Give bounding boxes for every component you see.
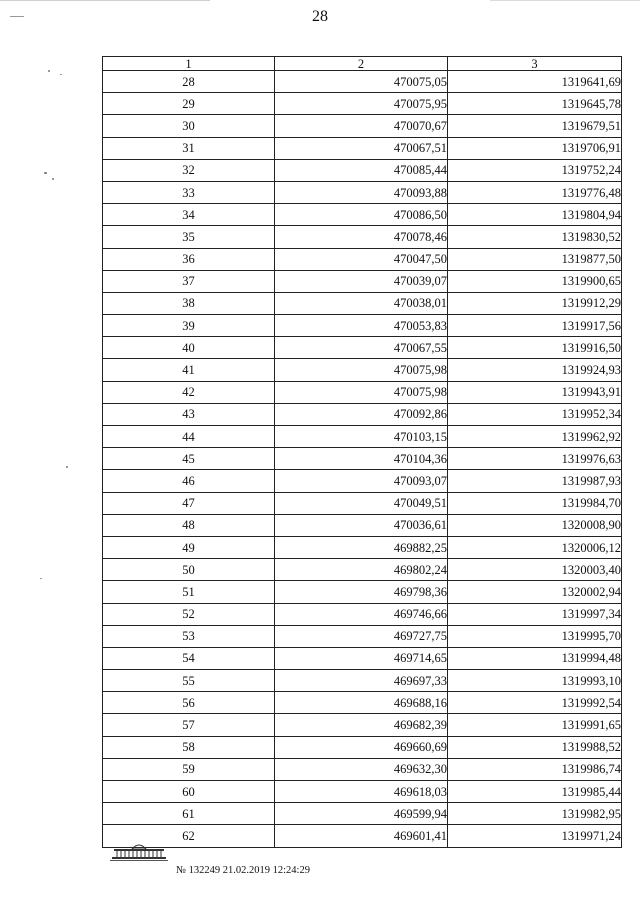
- x-coordinate-cell: 469682,39: [275, 714, 448, 736]
- point-number-cell: 29: [103, 93, 275, 115]
- y-coordinate-cell: 1319900,65: [448, 270, 622, 292]
- table-row: [103, 647, 622, 669]
- table-row: [103, 736, 622, 758]
- x-coordinate-cell: 469632,30: [275, 758, 448, 780]
- y-coordinate-cell: 1319752,24: [448, 159, 622, 181]
- x-coordinate-cell: 470103,15: [275, 426, 448, 448]
- y-coordinate-cell: 1319641,69: [448, 71, 622, 93]
- point-number-cell: 35: [103, 226, 275, 248]
- point-number-cell: 58: [103, 736, 275, 758]
- point-number-cell: 60: [103, 781, 275, 803]
- table-row: [103, 426, 622, 448]
- point-number-cell: 43: [103, 403, 275, 425]
- y-coordinate-cell: 1319962,92: [448, 426, 622, 448]
- x-coordinate-cell: 470038,01: [275, 292, 448, 314]
- scan-speck: [44, 172, 47, 174]
- y-coordinate-cell: 1319985,44: [448, 781, 622, 803]
- scan-speck: [40, 578, 42, 579]
- y-coordinate-cell: 1319994,48: [448, 647, 622, 669]
- x-coordinate-cell: 470070,67: [275, 115, 448, 137]
- point-number-cell: 39: [103, 315, 275, 337]
- x-coordinate-cell: 470075,98: [275, 359, 448, 381]
- point-number-cell: 56: [103, 692, 275, 714]
- y-coordinate-cell: 1319804,94: [448, 204, 622, 226]
- point-number-cell: 28: [103, 71, 275, 93]
- y-coordinate-cell: 1319952,34: [448, 403, 622, 425]
- column-header-point: 1: [103, 57, 275, 71]
- table-row: [103, 337, 622, 359]
- point-number-cell: 36: [103, 248, 275, 270]
- y-coordinate-cell: 1320006,12: [448, 536, 622, 558]
- x-coordinate-cell: 470039,07: [275, 270, 448, 292]
- point-number-cell: 62: [103, 825, 275, 847]
- point-number-cell: 42: [103, 381, 275, 403]
- y-coordinate-cell: 1319706,91: [448, 137, 622, 159]
- y-coordinate-cell: 1319877,50: [448, 248, 622, 270]
- table-row: [103, 315, 622, 337]
- point-number-cell: 46: [103, 470, 275, 492]
- table-row: [103, 492, 622, 514]
- x-coordinate-cell: 470067,55: [275, 337, 448, 359]
- x-coordinate-cell: 470104,36: [275, 448, 448, 470]
- table-row: [103, 559, 622, 581]
- x-coordinate-cell: 470092,86: [275, 403, 448, 425]
- table-row: [103, 625, 622, 647]
- point-number-cell: 30: [103, 115, 275, 137]
- x-coordinate-cell: 469697,33: [275, 670, 448, 692]
- coordinates-table: [102, 56, 622, 848]
- point-number-cell: 61: [103, 803, 275, 825]
- point-number-cell: 50: [103, 559, 275, 581]
- scan-speck: [48, 70, 50, 72]
- y-coordinate-cell: 1319776,48: [448, 181, 622, 203]
- point-number-cell: 44: [103, 426, 275, 448]
- y-coordinate-cell: 1319993,10: [448, 670, 622, 692]
- point-number-cell: 49: [103, 536, 275, 558]
- table-row: [103, 71, 622, 93]
- x-coordinate-cell: 469882,25: [275, 536, 448, 558]
- scan-speck: [66, 466, 68, 468]
- y-coordinate-cell: 1319645,78: [448, 93, 622, 115]
- registration-stamp-text: № 132249 21.02.2019 12:24:29: [176, 865, 310, 876]
- point-number-cell: 32: [103, 159, 275, 181]
- table-header-row: [103, 57, 622, 71]
- x-coordinate-cell: 470047,50: [275, 248, 448, 270]
- x-coordinate-cell: 470075,05: [275, 71, 448, 93]
- x-coordinate-cell: 470085,44: [275, 159, 448, 181]
- scan-speck: [60, 74, 62, 75]
- y-coordinate-cell: 1319971,24: [448, 825, 622, 847]
- table-row: [103, 825, 622, 847]
- column-header-y: 3: [448, 57, 622, 71]
- table-row: [103, 692, 622, 714]
- y-coordinate-cell: 1319995,70: [448, 625, 622, 647]
- point-number-cell: 48: [103, 514, 275, 536]
- table-row: [103, 159, 622, 181]
- table-row: [103, 359, 622, 381]
- x-coordinate-cell: 469746,66: [275, 603, 448, 625]
- point-number-cell: 34: [103, 204, 275, 226]
- y-coordinate-cell: 1319987,93: [448, 470, 622, 492]
- x-coordinate-cell: 469599,94: [275, 803, 448, 825]
- table-row: [103, 803, 622, 825]
- x-coordinate-cell: 469727,75: [275, 625, 448, 647]
- table-row: [103, 93, 622, 115]
- point-number-cell: 54: [103, 647, 275, 669]
- table-row: [103, 137, 622, 159]
- y-coordinate-cell: 1320003,40: [448, 559, 622, 581]
- x-coordinate-cell: 469618,03: [275, 781, 448, 803]
- table-row: [103, 381, 622, 403]
- x-coordinate-cell: 469660,69: [275, 736, 448, 758]
- x-coordinate-cell: 470075,98: [275, 381, 448, 403]
- table-row: [103, 226, 622, 248]
- y-coordinate-cell: 1319986,74: [448, 758, 622, 780]
- table-row: [103, 670, 622, 692]
- x-coordinate-cell: 470075,95: [275, 93, 448, 115]
- table-row: [103, 470, 622, 492]
- parliament-building-stamp-icon: [108, 840, 170, 862]
- x-coordinate-cell: 470036,61: [275, 514, 448, 536]
- table-row: [103, 536, 622, 558]
- scan-edge-line: [0, 0, 210, 1]
- point-number-cell: 41: [103, 359, 275, 381]
- x-coordinate-cell: 470093,88: [275, 181, 448, 203]
- point-number-cell: 47: [103, 492, 275, 514]
- page-number: 28: [312, 8, 328, 25]
- y-coordinate-cell: 1319830,52: [448, 226, 622, 248]
- x-coordinate-cell: 469802,24: [275, 559, 448, 581]
- y-coordinate-cell: 1319997,34: [448, 603, 622, 625]
- table-row: [103, 714, 622, 736]
- point-number-cell: 55: [103, 670, 275, 692]
- point-number-cell: 53: [103, 625, 275, 647]
- table-row: [103, 115, 622, 137]
- y-coordinate-cell: 1319916,50: [448, 337, 622, 359]
- table-row: [103, 403, 622, 425]
- point-number-cell: 51: [103, 581, 275, 603]
- x-coordinate-cell: 470078,46: [275, 226, 448, 248]
- x-coordinate-cell: 469714,65: [275, 647, 448, 669]
- y-coordinate-cell: 1319992,54: [448, 692, 622, 714]
- table-row: [103, 514, 622, 536]
- point-number-cell: 40: [103, 337, 275, 359]
- table-row: [103, 181, 622, 203]
- x-coordinate-cell: 470067,51: [275, 137, 448, 159]
- x-coordinate-cell: 470093,07: [275, 470, 448, 492]
- table-row: [103, 248, 622, 270]
- y-coordinate-cell: 1319982,95: [448, 803, 622, 825]
- y-coordinate-cell: 1320002,94: [448, 581, 622, 603]
- column-header-x: 2: [275, 57, 448, 71]
- y-coordinate-cell: 1319991,65: [448, 714, 622, 736]
- table-body: [103, 71, 622, 848]
- point-number-cell: 45: [103, 448, 275, 470]
- y-coordinate-cell: 1319976,63: [448, 448, 622, 470]
- table-row: [103, 581, 622, 603]
- x-coordinate-cell: 470086,50: [275, 204, 448, 226]
- scan-edge-line-right: [490, 0, 640, 1]
- x-coordinate-cell: 469601,41: [275, 825, 448, 847]
- point-number-cell: 37: [103, 270, 275, 292]
- y-coordinate-cell: 1319988,52: [448, 736, 622, 758]
- table-row: [103, 204, 622, 226]
- table-row: [103, 758, 622, 780]
- y-coordinate-cell: 1319917,56: [448, 315, 622, 337]
- point-number-cell: 57: [103, 714, 275, 736]
- y-coordinate-cell: 1319924,93: [448, 359, 622, 381]
- scan-speck: [52, 178, 54, 180]
- x-coordinate-cell: 469798,36: [275, 581, 448, 603]
- table-row: [103, 603, 622, 625]
- x-coordinate-cell: 470049,51: [275, 492, 448, 514]
- point-number-cell: 52: [103, 603, 275, 625]
- point-number-cell: 31: [103, 137, 275, 159]
- y-coordinate-cell: 1320008,90: [448, 514, 622, 536]
- x-coordinate-cell: 470053,83: [275, 315, 448, 337]
- table-row: [103, 448, 622, 470]
- y-coordinate-cell: 1319943,91: [448, 381, 622, 403]
- y-coordinate-cell: 1319679,51: [448, 115, 622, 137]
- point-number-cell: 59: [103, 758, 275, 780]
- table-row: [103, 270, 622, 292]
- table-row: [103, 781, 622, 803]
- x-coordinate-cell: 469688,16: [275, 692, 448, 714]
- point-number-cell: 38: [103, 292, 275, 314]
- table-row: [103, 292, 622, 314]
- y-coordinate-cell: 1319984,70: [448, 492, 622, 514]
- y-coordinate-cell: 1319912,29: [448, 292, 622, 314]
- point-number-cell: 33: [103, 181, 275, 203]
